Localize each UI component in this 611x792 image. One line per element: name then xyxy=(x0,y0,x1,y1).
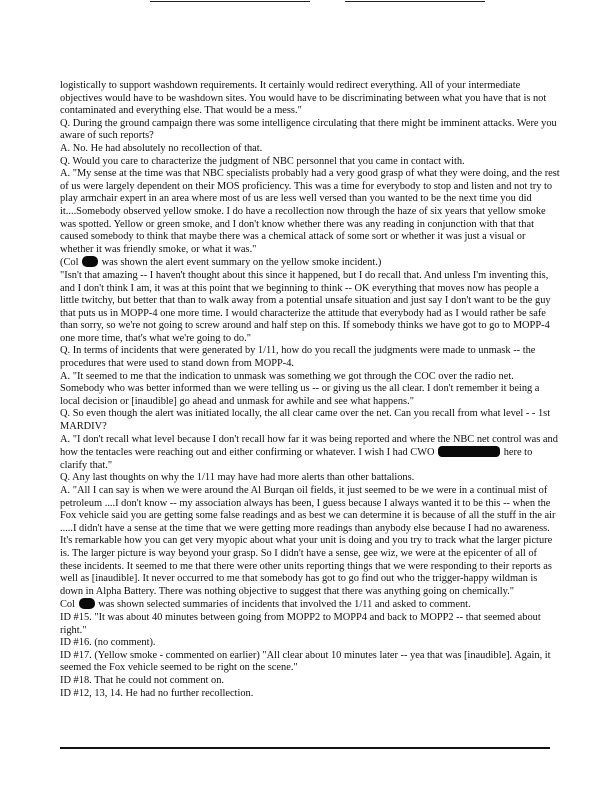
paragraph-text: here to clarify that." xyxy=(60,447,533,471)
footer-rule xyxy=(60,747,550,749)
paragraph-text: was shown the alert event summary on the yellow smoke incident.) xyxy=(99,257,382,269)
paragraph-text: Q. In terms of incidents that were generated by 1/11, how do you recall the judgments were made to unmask -- the procedures that were used to stand down from MOPP-4. xyxy=(60,345,536,370)
paragraph xyxy=(60,143,560,156)
document-body xyxy=(60,80,560,700)
redaction-box xyxy=(82,256,98,267)
redaction-box xyxy=(438,446,500,457)
paragraph xyxy=(60,598,560,612)
paragraph xyxy=(60,156,560,169)
paragraph-text: Q. Would you care to characterize the judgment of NBC personnel that you came in contact with. xyxy=(60,155,465,167)
paragraph-text: logistically to support washdown requirements. It certainly would redirect everything. All of your intermediate objectives would have to be washdown sites. You would have to be discriminating between what you have that is not contaminated and everything else. That would be a mess." xyxy=(60,80,547,117)
paragraph xyxy=(60,485,560,598)
paragraph xyxy=(60,256,560,270)
paragraph xyxy=(60,688,560,701)
paragraph xyxy=(60,637,560,650)
paragraph-text: ID #17. (Yellow smoke - commented on earlier) "All clear about 10 minutes later -- yea that was [inaudible]. Again, it seemed the Fox vehicle seemed to be right on the scene." xyxy=(60,649,551,674)
top-edge-rule-left xyxy=(150,1,310,2)
paragraph-text: ID #18. That he could not comment on. xyxy=(60,674,225,686)
paragraph-text: A. "It seemed to me that the indication to unmask was something we got through the COC over the radio net. Somebody who was better informed than we were telling us -- or giving us the all clear. I don't remember it being a local decision or [inaudible] go ahead and unmask for awhile and see what happens." xyxy=(60,370,540,407)
paragraph xyxy=(60,612,560,637)
paragraph xyxy=(60,80,560,118)
paragraph-text: A. "All I can say is when we were around the Al Burqan oil fields, it just seemed to be we were in a continual mist of petroleum ....I don't know -- my association always has been, I guess because I always wanted it to be this -- when the Fox vehicle said you are getting some false readings and as best we can determine it is because of all the stuff in the air .....I didn't have a sense at the time that we were getting more readings than anybody else because I had no awareness. It's remarkable how you can get very myopic about what your unit is doing and you try to track what the larger picture is. The larger picture is way beyond your grasp. So I didn't have a sense, gee wiz, we were at the epicenter of all of these incidents. It seemed to me that there were other units reporting things that we were responding to their reports as well as [inaudible]. It never occurred to me that somebody has got to go find out who the trigger-happy wildman is down in Alpha Battery. There was nothing objective to suggest that there was anything going on chemically." xyxy=(60,485,556,597)
paragraph xyxy=(60,345,560,370)
paragraph-text: "Isn't that amazing -- I haven't thought about this since it happened, but I do recall that. And unless I'm inventing this, and I don't think I am, it was at this point that we beginning to think -- OK everything that moves now has people a little twitchy, but better that than to walk away from a potential unsafe situation and just say I don't want to be the guy that puts us in MOPP-4 one more time. I would characterize the attitude that everybody had as I would rather be safe than sorry, so we're not going to screw around and half step on this. If somebody thinks we have got to go to MOPP-4 one more time, that's what we're going to do." xyxy=(60,269,551,344)
paragraph-text: A. No. He had absolutely no recollection of that. xyxy=(60,142,263,154)
paragraph-text: A. "I don't recall what level because I don't recall how far it was being reported and where the NBC net control was and how the tentacles were reaching out and either confirming or whatever. I wish I had CWO xyxy=(60,433,558,459)
paragraph xyxy=(60,650,560,675)
paragraph xyxy=(60,270,560,346)
paragraph-text: was shown selected summaries of incidents that involved the 1/11 and asked to comment. xyxy=(95,599,471,611)
paragraph xyxy=(60,434,560,473)
paragraph xyxy=(60,675,560,688)
paragraph xyxy=(60,371,560,409)
paragraph-text: Q. So even though the alert was initiated locally, the all clear came over the net. Can you recall from what level - - 1st MARDIV? xyxy=(60,408,551,433)
paragraph-text: ID #12, 13, 14. He had no further recollection. xyxy=(60,687,254,699)
paragraph xyxy=(60,118,560,143)
paragraph xyxy=(60,408,560,433)
paragraph-text: ID #16. (no comment). xyxy=(60,637,156,649)
paragraph-text: Q. Any last thoughts on why the 1/11 may have had more alerts than other battalions. xyxy=(60,472,415,484)
top-edge-rule-right xyxy=(345,1,485,2)
redaction-box xyxy=(79,598,95,609)
paragraph-text: A. "My sense at the time was that NBC specialists probably had a very good grasp of what they were doing, and the rest of us were largely dependent on their MOS proficiency. This was a time for everybody to stop and listen and not try to play armchair expert in an area where most of us are less well versed than you wanted to be the next time you did it....Somebody observed yellow smoke. I do have a recollection now through the haze of six years that yellow smoke was spotted. Yellow or green smoke, and I don't know whether there was any reading in conjunction with that that caused somebody to think that maybe there was a chemical attack of some sort or whether it was just a visual or whether it was friendly smoke, or what it was." xyxy=(60,168,560,255)
paragraph-text: (Col xyxy=(60,257,82,269)
paragraph-text: Q. During the ground campaign there was some intelligence circulating that there might be imminent attacks. Were you aware of such reports? xyxy=(60,117,557,142)
paragraph-text: Col xyxy=(60,599,78,611)
paragraph-text: ID #15. "It was about 40 minutes between going from MOPP2 to MOPP4 and back to MOPP2 -- that seemed about right." xyxy=(60,611,541,636)
paragraph xyxy=(60,168,560,256)
paragraph xyxy=(60,472,560,485)
